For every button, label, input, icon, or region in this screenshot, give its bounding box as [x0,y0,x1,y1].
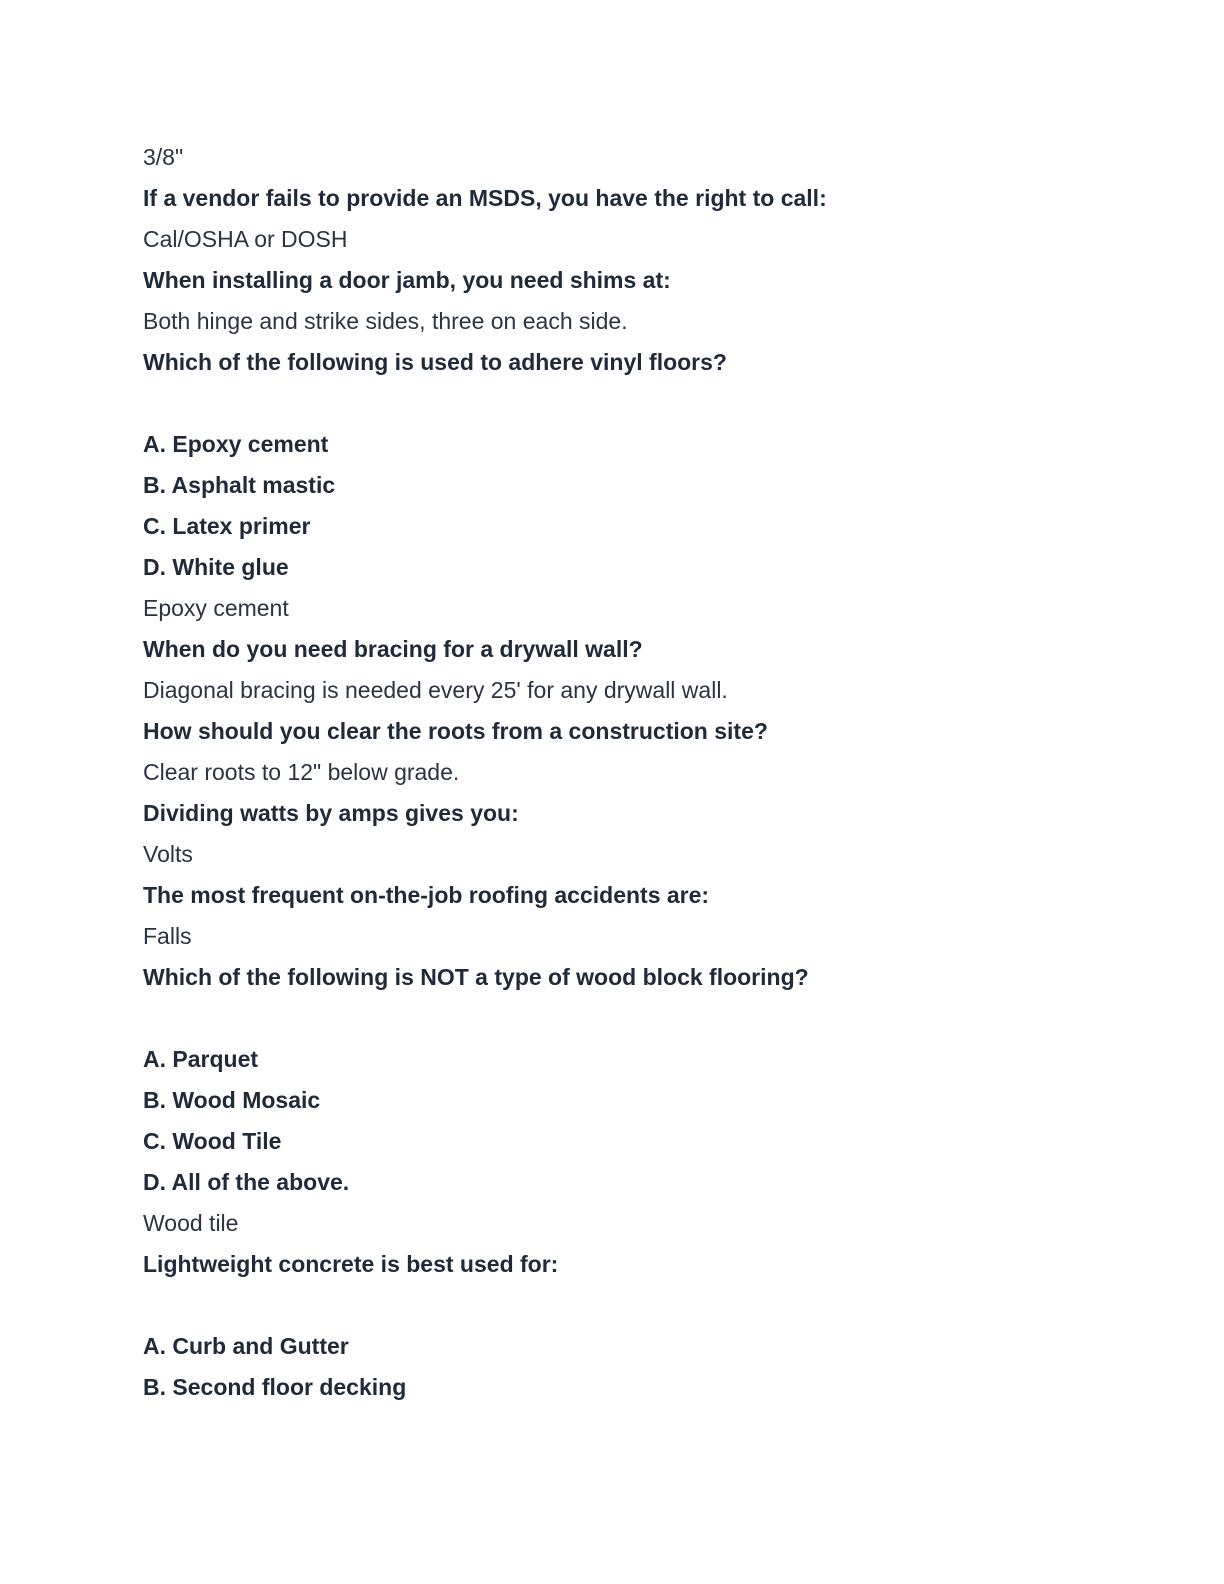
choice-text: B. Wood Mosaic [143,1087,321,1113]
question-text: When do you need bracing for a drywall wall? [143,636,643,662]
question-text: If a vendor fails to provide an MSDS, you have the right to call: [143,185,827,211]
question-text: When installing a door jamb, you need shims at: [143,267,671,293]
question-text: Which of the following is NOT a type of wood block flooring? [143,964,809,990]
question-text: The most frequent on-the-job roofing accidents are: [143,882,710,908]
answer-text: Wood tile [143,1210,239,1236]
choice-text: D. White glue [143,554,289,580]
answer-text: Clear roots to 12" below grade. [143,759,460,785]
answer-text: Falls [143,923,192,949]
question-text: Lightweight concrete is best used for: [143,1251,559,1277]
answer-text: Cal/OSHA or DOSH [143,226,348,252]
choice-text: C. Latex primer [143,513,311,539]
choice-text: B. Second floor decking [143,1374,407,1400]
question-text: Which of the following is used to adhere vinyl floors? [143,349,727,375]
question-text: Dividing watts by amps gives you: [143,800,519,826]
choice-text: A. Curb and Gutter [143,1333,349,1359]
answer-text: Diagonal bracing is needed every 25' for any drywall wall. [143,677,728,703]
question-text: How should you clear the roots from a construction site? [143,718,768,744]
answer-text: Epoxy cement [143,595,289,621]
answer-text: Volts [143,841,193,867]
choice-text: B. Asphalt mastic [143,472,336,498]
choice-text: A. Epoxy cement [143,431,329,457]
choice-text: C. Wood Tile [143,1128,282,1154]
answer-text: 3/8" [143,144,184,170]
choice-text: D. All of the above. [143,1169,350,1195]
answer-text: Both hinge and strike sides, three on each side. [143,308,628,334]
choice-text: A. Parquet [143,1046,259,1072]
